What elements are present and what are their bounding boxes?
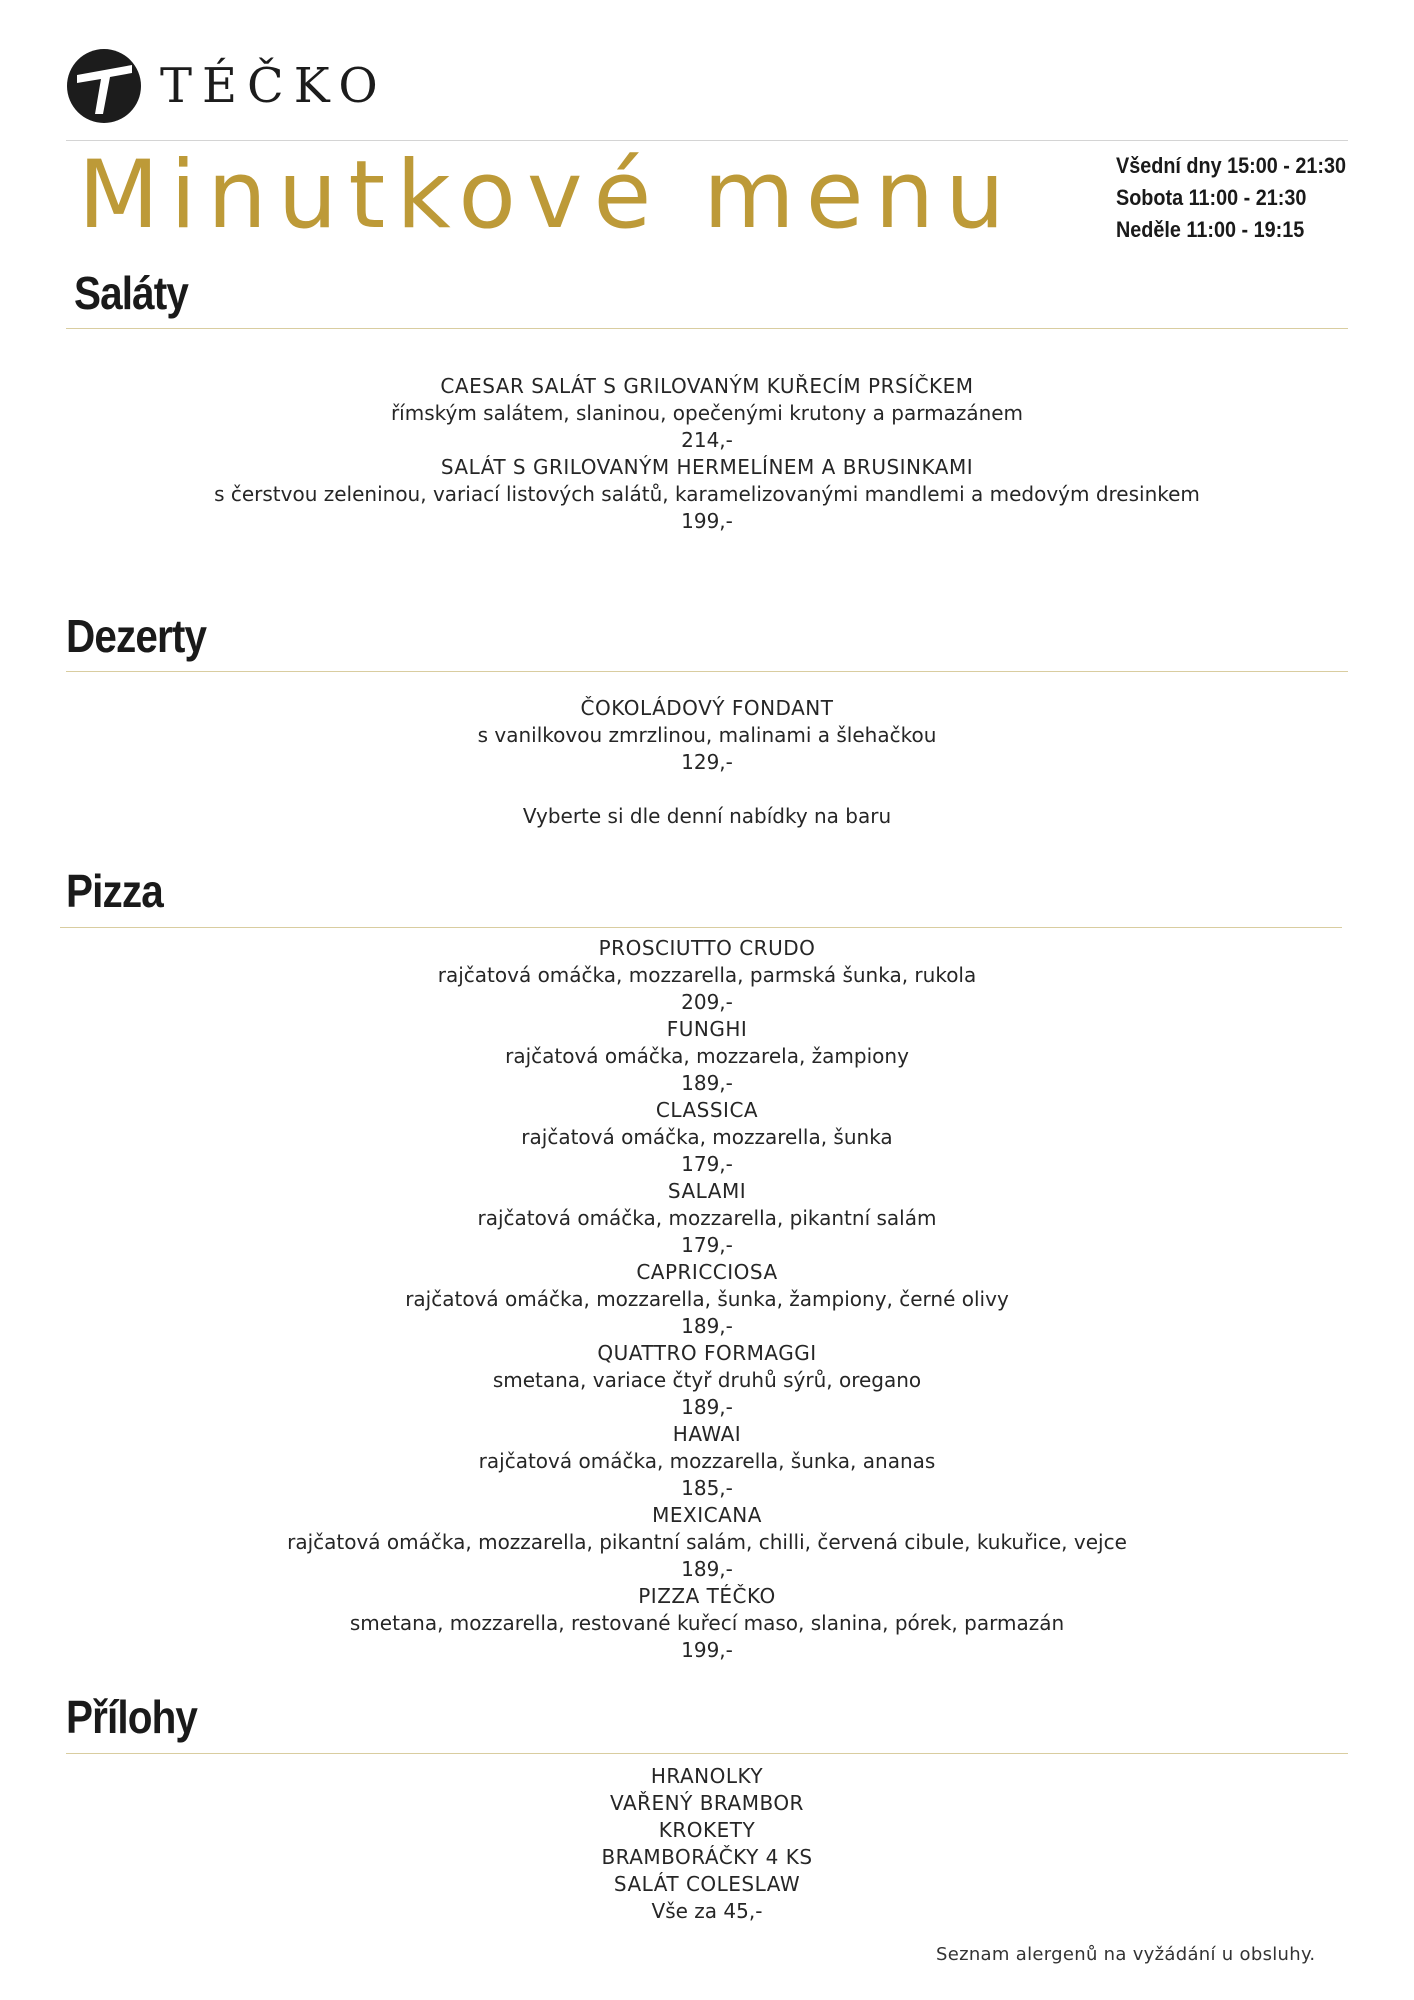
item-price: 209,- [681, 990, 733, 1014]
section-title-prilohy: Přílohy [66, 1691, 198, 1743]
item-name: CAESAR SALÁT S GRILOVANÝM KUŘECÍM PRSÍČKEM [440, 374, 974, 398]
side-items-price: Vše za 45,- [651, 1899, 763, 1923]
item-description: s vanilkovou zmrzlinou, malinami a šlehačkou [477, 723, 937, 747]
item-price: 189,- [681, 1071, 733, 1095]
item-description: rajčatová omáčka, mozzarella, šunka, ananas [478, 1449, 936, 1473]
menu-item [60, 695, 1354, 776]
side-item: BRAMBORÁČKY 4 KS [601, 1845, 813, 1869]
item-name: CAPRICCIOSA [636, 1260, 778, 1284]
item-name: PIZZA TÉČKO [638, 1584, 776, 1608]
item-name: ČOKOLÁDOVÝ FONDANT [580, 696, 834, 720]
section-title-salaty: Saláty [74, 267, 188, 319]
item-price: 179,- [681, 1152, 733, 1176]
item-name: MEXICANA [652, 1503, 762, 1527]
section-title-dezerty: Dezerty [66, 610, 207, 662]
item-description: smetana, variace čtyř druhů sýrů, oregano [492, 1368, 922, 1392]
side-item: HRANOLKY [650, 1764, 764, 1788]
menu-item [60, 935, 1354, 1016]
item-description: rajčatová omáčka, mozzarella, pikantní salám [477, 1206, 937, 1230]
item-price: 214,- [681, 428, 733, 452]
item-price: 179,- [681, 1233, 733, 1257]
item-name: CLASSICA [655, 1098, 759, 1122]
item-description: rajčatová omáčka, mozzarella, pikantní salám, chilli, červená cibule, kukuřice, vejce [287, 1530, 1127, 1554]
logo-mark-icon [66, 48, 142, 124]
item-price: 129,- [681, 750, 733, 774]
item-price: 189,- [681, 1314, 733, 1338]
section-salaty-items [60, 373, 1354, 535]
section-title-pizza: Pizza [66, 865, 163, 917]
page-title: Minutkové menu [78, 141, 1016, 250]
menu-item [60, 1340, 1354, 1421]
section-dezerty-items [60, 695, 1354, 830]
item-name: HAWAI [672, 1422, 742, 1446]
item-price: 199,- [681, 509, 733, 533]
menu-item [60, 373, 1354, 454]
section-divider-salaty [66, 328, 1348, 329]
item-price: 185,- [681, 1476, 733, 1500]
item-description: rajčatová omáčka, mozzarella, šunka, žampiony, černé olivy [405, 1287, 1009, 1311]
opening-hours [1116, 150, 1346, 246]
section-divider-prilohy [66, 1753, 1348, 1754]
item-price: 189,- [681, 1557, 733, 1581]
hours-sunday: Neděle 11:00 - 19:15 [1116, 217, 1305, 242]
section-divider-pizza [60, 927, 1342, 928]
menu-item [60, 1259, 1354, 1340]
menu-item [60, 1421, 1354, 1502]
item-description: smetana, mozzarella, restované kuřecí maso, slanina, pórek, parmazán [349, 1611, 1065, 1635]
hours-saturday: Sobota 11:00 - 21:30 [1116, 185, 1307, 210]
menu-item [60, 454, 1354, 535]
item-name: QUATTRO FORMAGGI [597, 1341, 817, 1365]
section-prilohy-items [60, 1763, 1354, 1925]
item-price: 189,- [681, 1395, 733, 1419]
item-description: rajčatová omáčka, mozzarella, šunka [521, 1125, 893, 1149]
item-name: FUNGHI [666, 1017, 748, 1041]
item-name: PROSCIUTTO CRUDO [598, 936, 816, 960]
item-name: SALÁT S GRILOVANÝM HERMELÍNEM A BRUSINKAMI [440, 455, 974, 479]
side-item: SALÁT COLESLAW [613, 1872, 801, 1896]
section-pizza-items [60, 935, 1354, 1664]
item-description: římským salátem, slaninou, opečenými krutony a parmazánem [390, 401, 1024, 425]
item-description: rajčatová omáčka, mozzarella, parmská šunka, rukola [437, 963, 977, 987]
menu-item [60, 1016, 1354, 1097]
side-item: KROKETY [658, 1818, 756, 1842]
item-description: s čerstvou zeleninou, variací listových salátů, karamelizovanými mandlemi a medovým dresinkem [214, 482, 1200, 506]
item-description: rajčatová omáčka, mozzarela, žampiony [505, 1044, 909, 1068]
brand-name: TÉČKO [160, 58, 388, 114]
section-divider-dezerty [66, 671, 1348, 672]
menu-item [60, 1097, 1354, 1178]
dezerty-note: Vyberte si dle denní nabídky na baru [522, 804, 892, 828]
allergen-note: Seznam alergenů na vyžádání u obsluhy. [936, 1944, 1316, 1965]
brand-logo [66, 48, 388, 124]
item-price: 199,- [681, 1638, 733, 1662]
side-item: VAŘENÝ BRAMBOR [610, 1791, 804, 1815]
menu-item [60, 1178, 1354, 1259]
menu-item [60, 1502, 1354, 1583]
item-name: SALAMI [667, 1179, 747, 1203]
menu-item [60, 1583, 1354, 1664]
hours-weekdays: Všední dny 15:00 - 21:30 [1116, 153, 1347, 178]
